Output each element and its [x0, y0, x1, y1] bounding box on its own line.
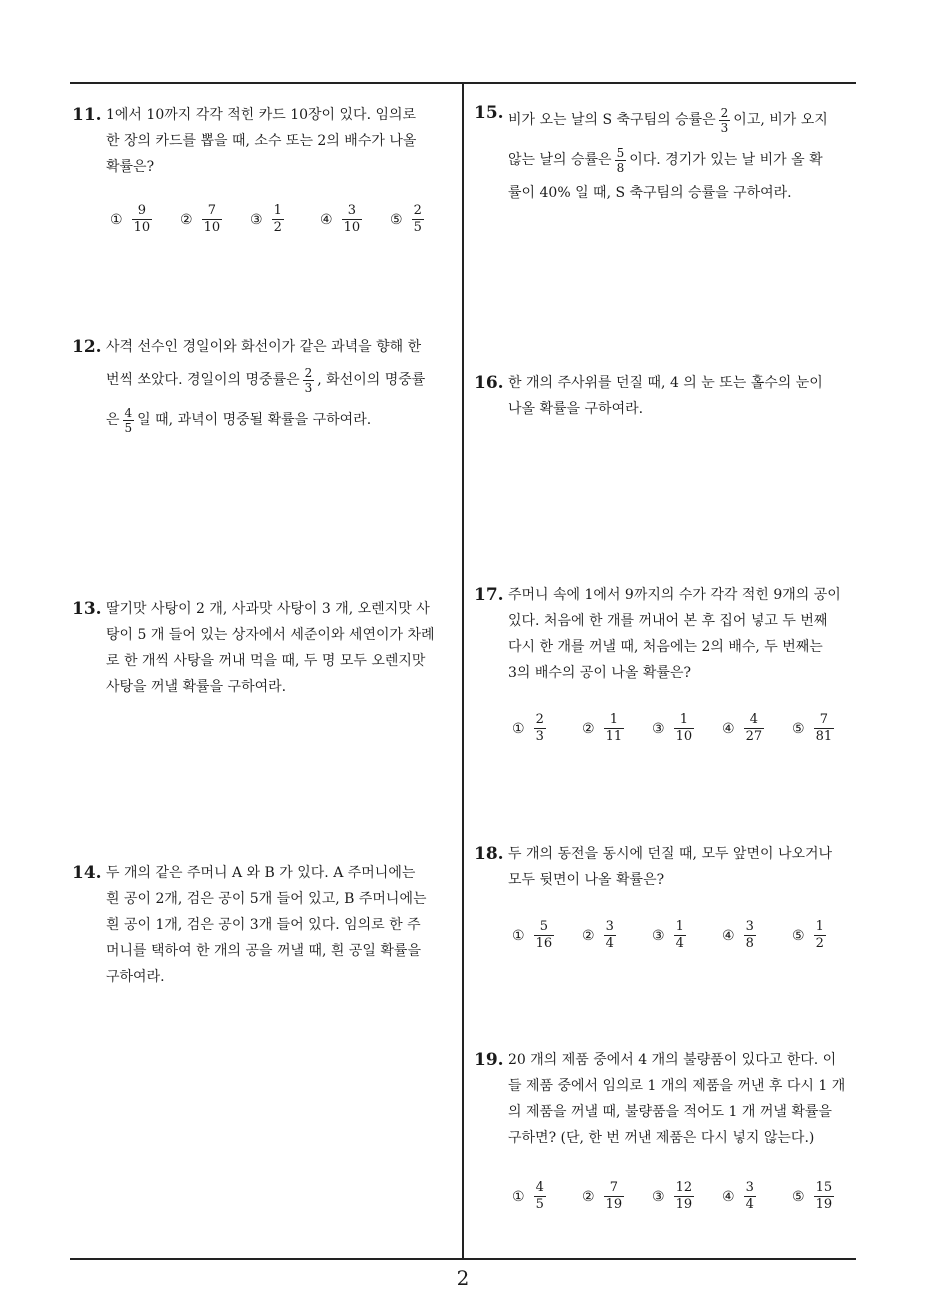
denominator: 19	[675, 1197, 693, 1212]
denominator: 3	[535, 729, 544, 744]
question-line: 딸기맛 사탕이 2 개, 사과맛 사탕이 3 개, 오렌지맛 사	[106, 601, 430, 617]
choice-option[interactable]	[512, 1180, 582, 1213]
question-line: 흰 공이 1개, 검은 공이 3개 들어 있다. 임의로 한 주	[106, 917, 421, 933]
fraction	[744, 712, 765, 745]
choice-mark: ④	[722, 720, 735, 737]
text-segment: 일 때, 과녁이 명중될 확률을 구하여라.	[137, 412, 372, 428]
page-number: 2	[456, 1266, 470, 1290]
question-line: 두 개의 동전을 동시에 던질 때, 모두 앞면이 나오거나	[508, 846, 833, 862]
question-text	[106, 334, 460, 440]
numerator: 1	[675, 919, 684, 934]
denominator: 2	[815, 936, 824, 951]
question-13	[72, 596, 460, 700]
numerator: 12	[675, 1180, 693, 1195]
question-text	[106, 860, 460, 990]
question-number: 18.	[474, 844, 504, 864]
choice-option[interactable]	[582, 919, 652, 952]
denominator: 3	[720, 120, 729, 135]
numerator: 1	[679, 712, 688, 727]
question-12	[72, 334, 460, 440]
question-line: 탕이 5 개 들어 있는 상자에서 세준이와 세연이가 차례	[106, 627, 435, 643]
choices-11	[110, 203, 460, 236]
choice-option[interactable]	[792, 712, 862, 745]
choice-option[interactable]	[652, 1180, 722, 1213]
question-line: 두 개의 같은 주머니 A 와 B 가 있다. A 주머니에는	[106, 865, 416, 881]
question-line: 머니를 택하여 한 개의 공을 꺼낼 때, 흰 공일 확률을	[106, 943, 421, 959]
fraction	[674, 712, 695, 745]
denominator: 5	[413, 220, 422, 235]
question-line	[106, 400, 460, 440]
text-segment: 이고, 비가 오지	[733, 112, 828, 128]
denominator: 8	[745, 936, 754, 951]
question-line: 흰 공이 2개, 검은 공이 5개 들어 있고, B 주머니에는	[106, 891, 427, 907]
choice-mark: ①	[512, 720, 525, 737]
numerator: 2	[720, 105, 729, 120]
choice-option[interactable]	[722, 1180, 792, 1213]
question-number: 15.	[474, 103, 504, 123]
fraction	[534, 1180, 546, 1213]
fraction	[534, 712, 546, 745]
denominator: 5	[535, 1197, 544, 1212]
question-17	[474, 582, 860, 686]
fraction	[202, 203, 223, 236]
fraction	[303, 366, 315, 395]
text-segment: 이다. 경기가 있는 날 비가 올 확	[629, 152, 823, 168]
choices-18	[512, 919, 862, 952]
choice-mark: ③	[652, 927, 665, 944]
question-number: 17.	[474, 585, 504, 605]
choice-mark: ③	[250, 211, 263, 228]
choice-option[interactable]	[722, 712, 792, 745]
numerator: 1	[815, 919, 824, 934]
question-number: 13.	[72, 599, 102, 619]
question-text	[106, 596, 460, 700]
fraction	[744, 919, 756, 952]
question-number: 11.	[72, 105, 102, 125]
text-segment: 않는 날의 승률은	[508, 152, 612, 168]
question-number: 19.	[474, 1050, 504, 1070]
denominator: 81	[815, 729, 833, 744]
question-line: 률이 40% 일 때, S 축구팀의 승률을 구하여라.	[508, 185, 792, 201]
choice-option[interactable]	[390, 203, 460, 236]
fraction	[272, 203, 284, 236]
question-line: 3의 배수의 공이 나올 확률은?	[508, 665, 691, 681]
choice-mark: ②	[582, 720, 595, 737]
fraction	[814, 919, 826, 952]
denominator: 4	[745, 1197, 754, 1212]
question-line: 사탕을 꺼낼 확률을 구하여라.	[106, 679, 287, 695]
fraction	[604, 919, 616, 952]
question-line: 주머니 속에 1에서 9까지의 수가 각각 적힌 9개의 공이	[508, 587, 841, 603]
choice-mark: ⑤	[390, 211, 403, 228]
choice-mark: ④	[722, 1188, 735, 1205]
fraction	[604, 1180, 625, 1213]
question-line: 로 한 개씩 사탕을 꺼내 먹을 때, 두 명 모두 오렌지맛	[106, 653, 426, 669]
choices-19	[512, 1180, 862, 1213]
question-text	[106, 102, 460, 180]
numerator: 4	[749, 712, 758, 727]
denominator: 27	[745, 729, 763, 744]
numerator: 2	[413, 203, 422, 218]
question-line: 들 제품 중에서 임의로 1 개의 제품을 꺼낸 후 다시 1 개	[508, 1078, 846, 1094]
question-text	[508, 370, 860, 422]
choice-mark: ⑤	[792, 927, 805, 944]
choice-option[interactable]	[722, 919, 792, 952]
question-number: 14.	[72, 863, 102, 883]
fraction	[132, 203, 153, 236]
question-line: 한 장의 카드를 뽑을 때, 소수 또는 2의 배수가 나올	[106, 133, 417, 149]
question-number: 12.	[72, 337, 102, 357]
question-line: 다시 한 개를 꺼낼 때, 처음에는 2의 배수, 두 번째는	[508, 639, 823, 655]
denominator: 10	[343, 220, 361, 235]
question-text	[508, 1047, 860, 1151]
denominator: 10	[133, 220, 151, 235]
denominator: 3	[304, 380, 313, 395]
choice-mark: ①	[110, 211, 123, 228]
choice-option[interactable]	[792, 919, 862, 952]
fraction	[814, 712, 835, 745]
numerator: 3	[745, 1180, 754, 1195]
choice-mark: ②	[582, 927, 595, 944]
fraction	[412, 203, 424, 236]
numerator: 3	[605, 919, 614, 934]
choice-option[interactable]	[792, 1180, 862, 1213]
choices-17	[512, 712, 862, 745]
column-divider	[462, 82, 464, 1258]
question-line: 구하면? (단, 한 번 꺼낸 제품은 다시 넣지 않는다.)	[508, 1130, 815, 1146]
question-line: 사격 선수인 경일이와 화선이가 같은 과녁을 향해 한	[106, 339, 422, 355]
denominator: 19	[815, 1197, 833, 1212]
question-line: 1에서 10까지 각각 적힌 카드 10장이 있다. 임의로	[106, 107, 417, 123]
fraction	[615, 146, 627, 175]
denominator: 2	[273, 220, 282, 235]
question-line	[106, 360, 460, 400]
choice-mark: ②	[180, 211, 193, 228]
denominator: 16	[535, 936, 553, 951]
text-segment: 번씩 쏘았다. 경일이의 명중률은	[106, 372, 300, 388]
choice-mark: ④	[722, 927, 735, 944]
fraction	[604, 712, 625, 745]
question-line: 구하여라.	[106, 969, 165, 985]
numerator: 7	[207, 203, 216, 218]
numerator: 3	[745, 919, 754, 934]
question-line: 한 개의 주사위를 던질 때, 4 의 눈 또는 홀수의 눈이	[508, 375, 823, 391]
question-line: 의 제품을 꺼낼 때, 불량품을 적어도 1 개 꺼낼 확률을	[508, 1104, 832, 1120]
choice-mark: ⑤	[792, 720, 805, 737]
numerator: 7	[819, 712, 828, 727]
choice-mark: ①	[512, 1188, 525, 1205]
question-line	[508, 100, 860, 140]
fraction	[814, 1180, 835, 1213]
choice-mark: ③	[652, 720, 665, 737]
choice-option[interactable]	[180, 203, 250, 236]
fraction	[123, 406, 135, 435]
question-line: 있다. 처음에 한 개를 꺼내어 본 후 집어 넣고 두 번째	[508, 613, 828, 629]
question-line: 확률은?	[106, 159, 155, 175]
question-text	[508, 841, 860, 893]
question-number: 16.	[474, 373, 504, 393]
denominator: 4	[675, 936, 684, 951]
numerator: 7	[609, 1180, 618, 1195]
question-16	[474, 370, 860, 422]
denominator: 11	[605, 729, 623, 744]
denominator: 4	[605, 936, 614, 951]
choice-option[interactable]	[110, 203, 180, 236]
question-line: 나올 확률을 구하여라.	[508, 401, 644, 417]
numerator: 1	[609, 712, 618, 727]
question-line: 20 개의 제품 중에서 4 개의 불량품이 있다고 한다. 이	[508, 1052, 837, 1068]
numerator: 4	[124, 405, 133, 420]
fraction	[744, 1180, 756, 1213]
question-line: 모두 뒷면이 나올 확률은?	[508, 872, 665, 888]
numerator: 1	[273, 203, 282, 218]
choice-mark: ②	[582, 1188, 595, 1205]
denominator: 5	[124, 420, 133, 435]
choice-option[interactable]	[512, 919, 582, 952]
numerator: 4	[535, 1180, 544, 1195]
denominator: 19	[605, 1197, 623, 1212]
text-segment: 비가 오는 날의 S 축구팀의 승률은	[508, 112, 716, 128]
choice-mark: ④	[320, 211, 333, 228]
choice-option[interactable]	[582, 712, 652, 745]
question-18	[474, 841, 860, 893]
question-14	[72, 860, 460, 990]
choice-mark: ①	[512, 927, 525, 944]
fraction	[674, 919, 686, 952]
choice-option[interactable]	[320, 203, 390, 236]
question-19	[474, 1047, 860, 1151]
numerator: 5	[616, 145, 625, 160]
denominator: 10	[203, 220, 221, 235]
numerator: 2	[304, 365, 313, 380]
text-segment: , 화선이의 명중률	[317, 372, 426, 388]
choice-option[interactable]	[652, 712, 722, 745]
question-text	[508, 100, 860, 206]
numerator: 9	[137, 203, 146, 218]
numerator: 3	[347, 203, 356, 218]
denominator: 10	[675, 729, 693, 744]
fraction	[534, 919, 555, 952]
choice-option[interactable]	[250, 203, 320, 236]
fraction	[719, 106, 731, 135]
fraction	[674, 1180, 695, 1213]
numerator: 15	[815, 1180, 833, 1195]
question-15	[474, 100, 860, 206]
numerator: 5	[539, 919, 548, 934]
numerator: 2	[535, 712, 544, 727]
fraction	[342, 203, 363, 236]
choice-option[interactable]	[582, 1180, 652, 1213]
choice-option[interactable]	[652, 919, 722, 952]
choice-mark: ③	[652, 1188, 665, 1205]
choice-option[interactable]	[512, 712, 582, 745]
question-11	[72, 102, 460, 180]
bottom-rule	[70, 1258, 856, 1260]
text-segment: 은	[106, 412, 120, 428]
question-text	[508, 582, 860, 686]
question-line	[508, 140, 860, 180]
denominator: 8	[616, 160, 625, 175]
choice-mark: ⑤	[792, 1188, 805, 1205]
